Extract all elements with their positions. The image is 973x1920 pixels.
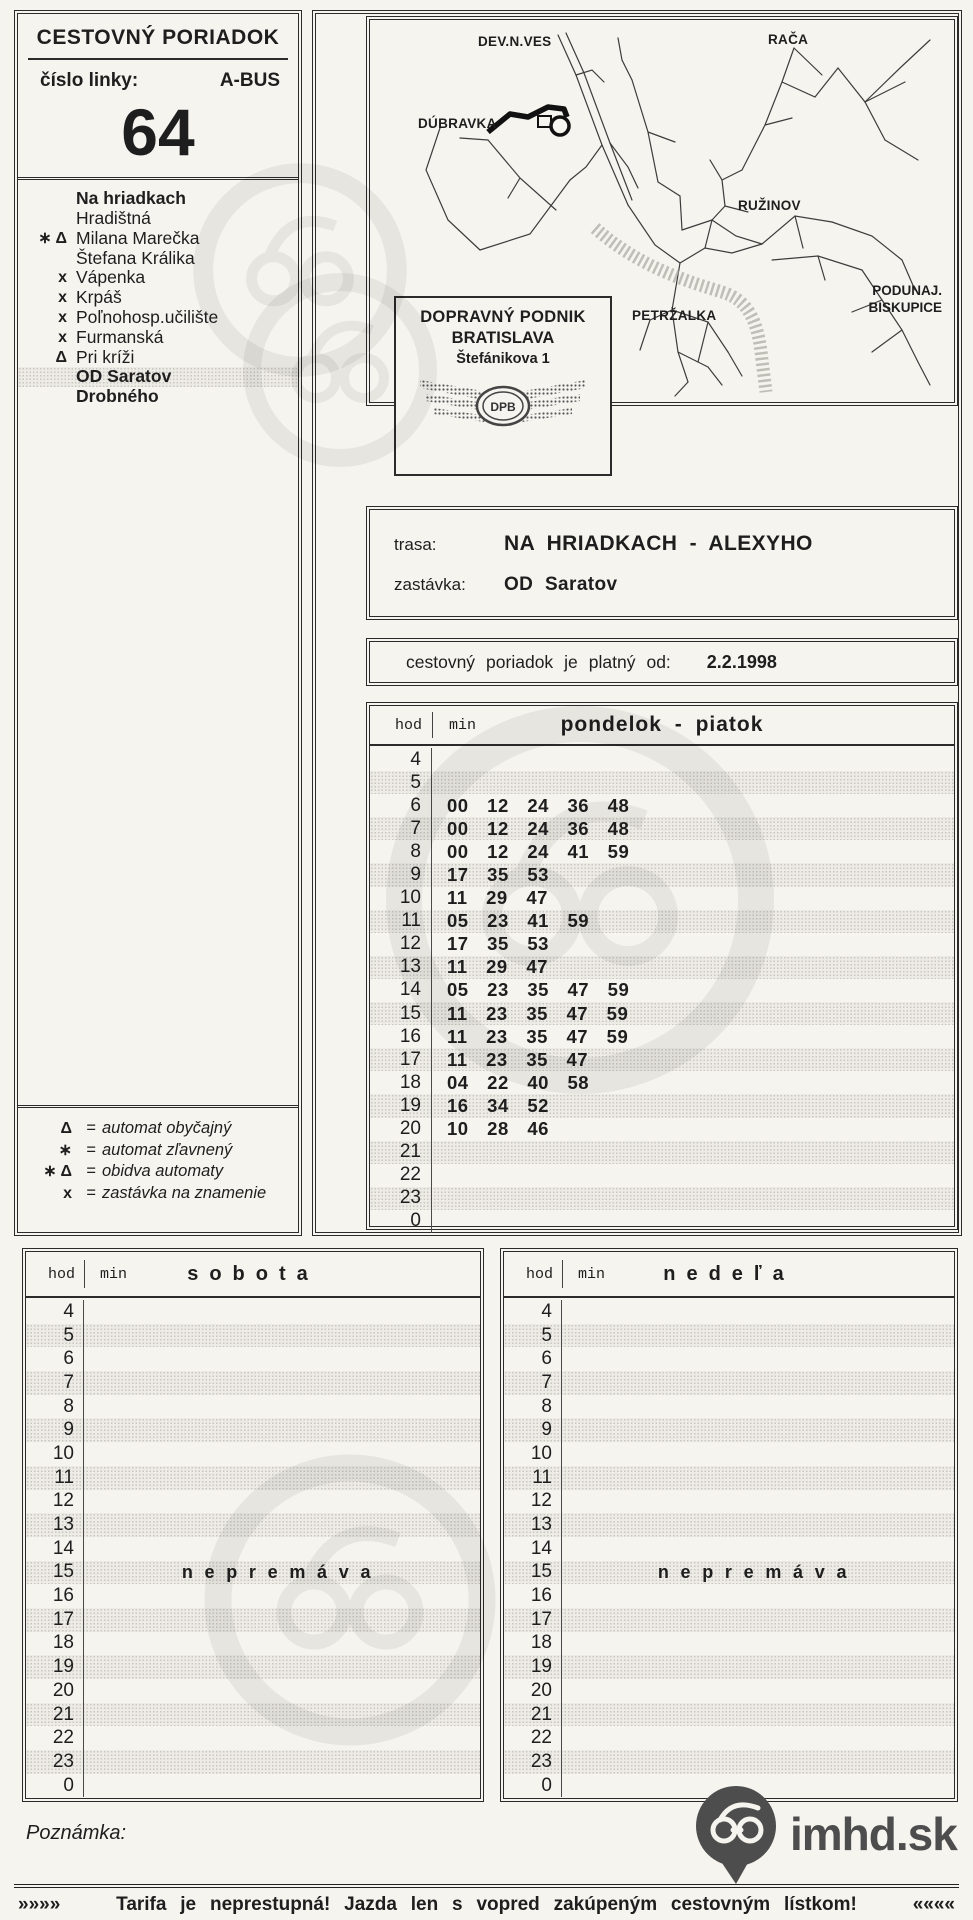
timetable-row [370, 887, 954, 910]
hour-cell: 10 [504, 1442, 562, 1466]
map-label-devnves: DEV.N.VES [478, 34, 552, 49]
timetable-row [504, 1584, 954, 1608]
map-label-ruzinov: RUŽINOV [738, 198, 801, 213]
hour-cell: 23 [26, 1750, 84, 1774]
stop-row [18, 229, 298, 249]
hour-cell: 15 [504, 1561, 562, 1585]
hour-cell: 4 [504, 1300, 562, 1324]
stop-row [18, 367, 298, 387]
saturday-rows [26, 1298, 480, 1798]
timetable-row [26, 1490, 480, 1514]
hour-cell: 19 [26, 1655, 84, 1679]
hour-cell: 6 [26, 1347, 84, 1371]
map-label-podunajske-biskupice: PODUNAJ. BISKUPICE [868, 283, 942, 315]
stop-name: OD Saratov [76, 366, 172, 387]
stop-symbol: x [58, 309, 67, 327]
timetable-row [26, 1537, 480, 1561]
stop-symbol: x [58, 328, 67, 346]
timetable-row [370, 1141, 954, 1164]
stop-symbol: Δ [55, 348, 67, 366]
stop-row [18, 348, 298, 368]
legend-text: automat obyčajný [102, 1119, 232, 1137]
route-value: NA HRIADKACH - ALEXYHO [504, 532, 813, 555]
legend-symbol: ∗ Δ [43, 1163, 72, 1180]
timetable-row [26, 1750, 480, 1774]
hour-cell: 15 [370, 1002, 432, 1025]
stop-symbol: ∗ Δ [38, 229, 67, 247]
timetable-row [370, 1025, 954, 1048]
hour-cell: 14 [504, 1537, 562, 1561]
tariff-notice [0, 1894, 973, 1916]
hour-cell: 13 [504, 1513, 562, 1537]
right-column-frame [312, 10, 962, 1236]
hour-cell: 4 [370, 748, 432, 771]
timetable-row [370, 1187, 954, 1210]
validity-date: 2.2.1998 [706, 651, 777, 672]
hour-cell: 16 [370, 1025, 432, 1048]
hour-cell: 21 [370, 1141, 432, 1164]
timetable-row [504, 1561, 954, 1585]
minutes-cell: 11 23 35 47 59 [447, 1002, 629, 1024]
timetable-row [26, 1774, 480, 1798]
minutes-cell: 11 23 35 47 [447, 1048, 589, 1070]
timetable-row [504, 1513, 954, 1537]
minutes-cell: 04 22 40 58 [447, 1071, 590, 1093]
hour-cell: 13 [26, 1513, 84, 1537]
hour-cell: 19 [370, 1094, 432, 1117]
stop-name: Štefana Králika [76, 247, 195, 268]
timetable-row [504, 1371, 954, 1395]
weekday-rows [370, 746, 954, 1233]
hour-cell: 12 [370, 933, 432, 956]
hour-cell: 6 [370, 794, 432, 817]
stop-name: Na hriadkach [76, 188, 186, 209]
stop-symbol: x [58, 289, 67, 307]
stop-row [18, 328, 298, 348]
imhd-logo-text: imhd.sk [790, 1808, 957, 1860]
no-service-note: nepremáva [181, 1561, 383, 1582]
tariff-arrows-right: «««« [912, 1894, 955, 1915]
minutes-cell: 05 23 35 47 59 [447, 979, 630, 1001]
hour-cell: 7 [26, 1371, 84, 1395]
hour-cell: 17 [370, 1048, 432, 1071]
timetable-row [26, 1726, 480, 1750]
company-name: DOPRAVNÝ PODNIK [420, 308, 586, 326]
minutes-cell: 17 35 53 [447, 933, 549, 955]
stop-name: Vápenka [76, 267, 146, 288]
hour-cell: 16 [26, 1584, 84, 1608]
hour-cell: 19 [504, 1655, 562, 1679]
hour-cell: 0 [26, 1774, 84, 1798]
line-number: 64 [121, 95, 195, 169]
legend-row [24, 1140, 288, 1162]
minutes-cell: 10 28 46 [447, 1118, 549, 1140]
timetable-row [504, 1418, 954, 1442]
hour-cell: 8 [26, 1395, 84, 1419]
legend-row [24, 1183, 288, 1205]
hour-cell: 20 [26, 1679, 84, 1703]
hod-header: hod [394, 716, 422, 734]
map-label-petrzalka: PETRŽALKA [632, 308, 717, 323]
weekday-timetable [366, 702, 958, 1230]
stop-row [18, 189, 298, 209]
timetable-row [504, 1324, 954, 1348]
timetable-row [26, 1561, 480, 1585]
company-city: BRATISLAVA [451, 329, 555, 347]
legend-symbol: x [63, 1184, 72, 1202]
hour-cell: 11 [26, 1466, 84, 1490]
hour-cell: 5 [504, 1324, 562, 1348]
timetable-row [26, 1584, 480, 1608]
line-number-label: číslo linky: [40, 70, 139, 91]
hour-cell: 0 [370, 1210, 432, 1233]
validity-box [366, 638, 958, 686]
hour-cell: 20 [504, 1679, 562, 1703]
timetable-row [26, 1655, 480, 1679]
timetable-row [504, 1655, 954, 1679]
minutes-cell: 11 29 47 [447, 887, 548, 909]
hour-cell: 17 [26, 1608, 84, 1632]
map-label-dubravka: DÚBRAVKA [418, 116, 497, 131]
timetable-row [26, 1679, 480, 1703]
timetable-row [26, 1703, 480, 1727]
minutes-cell: 05 23 41 59 [447, 910, 590, 932]
symbol-legend [18, 1105, 298, 1232]
timetable-row [26, 1442, 480, 1466]
legend-row [24, 1161, 288, 1183]
hour-cell: 22 [370, 1164, 432, 1187]
hour-cell: 20 [370, 1118, 432, 1141]
route-64-highlight [488, 107, 569, 135]
no-service-note: nepremáva [657, 1561, 859, 1582]
hour-cell: 23 [370, 1187, 432, 1210]
weekday-day-label: pondelok - piatok [560, 713, 764, 736]
hour-cell: 22 [26, 1726, 84, 1750]
timetable-row [504, 1300, 954, 1324]
timetable-row [504, 1703, 954, 1727]
saturday-day-label: sobota [187, 1262, 319, 1285]
hour-cell: 10 [370, 887, 432, 910]
stop-name: Krpáš [76, 287, 122, 308]
timetable-row [504, 1537, 954, 1561]
tariff-arrows-left: »»»» [18, 1894, 61, 1915]
hour-cell: 9 [370, 863, 432, 886]
hour-cell: 5 [26, 1324, 84, 1348]
timetable-row [370, 1118, 954, 1141]
stop-row [18, 387, 298, 407]
tariff-text: Tarifa je neprestupná! Jazda len s vopred zakúpeným cestovným lístkom! [116, 1894, 857, 1915]
hour-cell: 21 [504, 1703, 562, 1727]
saturday-timetable [22, 1248, 484, 1802]
line-info-panel [14, 10, 302, 1236]
stop-list [18, 177, 298, 413]
hour-cell: 6 [504, 1347, 562, 1371]
hour-cell: 22 [504, 1726, 562, 1750]
hour-cell: 11 [504, 1466, 562, 1490]
timetable-row [26, 1608, 480, 1632]
timetable-row [26, 1300, 480, 1324]
legend-equals: = [86, 1162, 96, 1180]
minutes-cell: 11 23 35 47 59 [447, 1025, 629, 1047]
timetable-row [370, 840, 954, 863]
hour-cell: 8 [370, 840, 432, 863]
timetable-row [26, 1324, 480, 1348]
dpb-winged-logo [418, 376, 588, 440]
hour-cell: 14 [370, 979, 432, 1002]
hour-cell: 15 [26, 1561, 84, 1585]
hour-cell: 0 [504, 1774, 562, 1798]
hour-cell: 4 [26, 1300, 84, 1324]
route-info-box [366, 506, 958, 620]
minutes-cell: 00 12 24 36 48 [447, 817, 630, 839]
stop-row [18, 209, 298, 229]
stop-symbol: x [58, 269, 67, 287]
hour-cell: 7 [370, 817, 432, 840]
legend-equals: = [86, 1119, 96, 1137]
sunday-timetable-header [504, 1252, 954, 1298]
hour-cell: 12 [26, 1490, 84, 1514]
saturday-timetable-header [26, 1252, 480, 1298]
sunday-rows [504, 1298, 954, 1798]
timetable-row [504, 1632, 954, 1656]
timetable-row [370, 1164, 954, 1187]
timetable-row [26, 1371, 480, 1395]
timetable-row [370, 771, 954, 794]
timetable-row [370, 794, 954, 817]
hour-cell: 13 [370, 956, 432, 979]
legend-text: automat zľavnený [102, 1140, 233, 1159]
hour-cell: 11 [370, 910, 432, 933]
map-label-raca: RAČA [768, 32, 809, 47]
legend-row [24, 1118, 288, 1140]
stop-name: Drobného [76, 386, 159, 407]
timetable-row [504, 1608, 954, 1632]
timetable-row [370, 1002, 954, 1025]
timetable-row [26, 1347, 480, 1371]
imhd-logo [688, 1782, 957, 1886]
timetable-row [504, 1466, 954, 1490]
hour-cell: 14 [26, 1537, 84, 1561]
timetable-row [26, 1632, 480, 1656]
minutes-cell: 17 35 53 [447, 864, 549, 886]
timetable-row [370, 1210, 954, 1233]
timetable-row [504, 1750, 954, 1774]
route-terminus-marker [551, 117, 569, 135]
stop-row [18, 268, 298, 288]
minutes-cell: 16 34 52 [447, 1094, 549, 1116]
stop-name: Poľnohosp.učilište [76, 307, 219, 328]
stop-label: zastávka: [394, 575, 466, 594]
route-label: trasa: [394, 535, 437, 554]
timetable-row [504, 1395, 954, 1419]
line-type: A-BUS [219, 70, 280, 91]
min-header: min [578, 1265, 606, 1283]
timetable-row [370, 910, 954, 933]
validity-label: cestovný poriadok je platný od: [406, 651, 671, 672]
hod-header: hod [47, 1265, 75, 1283]
hour-cell: 9 [26, 1418, 84, 1442]
timetable-row [504, 1679, 954, 1703]
legend-text: zastávka na znamenie [102, 1183, 267, 1202]
timetable-row [370, 1048, 954, 1071]
min-header: min [449, 716, 477, 734]
sunday-timetable [500, 1248, 958, 1802]
hour-cell: 17 [504, 1608, 562, 1632]
timetable-row [504, 1726, 954, 1750]
hod-header: hod [525, 1265, 553, 1283]
legend-symbol: ∗ [58, 1141, 72, 1159]
stop-row [18, 308, 298, 328]
timetable-row [370, 817, 954, 840]
stop-value: OD Saratov [504, 574, 618, 595]
sheet-title: CESTOVNÝ PORIADOK [36, 26, 280, 49]
imhd-pin-icon [688, 1782, 784, 1886]
hour-cell: 18 [26, 1632, 84, 1656]
timetable-row [370, 1071, 954, 1094]
note-label: Poznámka: [26, 1822, 127, 1844]
minutes-cell: 00 12 24 41 59 [447, 840, 630, 862]
legend-equals: = [86, 1183, 96, 1202]
hour-cell: 9 [504, 1418, 562, 1442]
hour-cell: 5 [370, 771, 432, 794]
company-address: Štefánikova 1 [456, 351, 550, 367]
timetable-row [26, 1395, 480, 1419]
hour-cell: 18 [370, 1071, 432, 1094]
minutes-cell: 00 12 24 36 48 [447, 794, 630, 816]
hour-cell: 10 [26, 1442, 84, 1466]
hour-cell: 18 [504, 1632, 562, 1656]
hour-cell: 8 [504, 1395, 562, 1419]
timetable-row [370, 863, 954, 886]
timetable-row [26, 1466, 480, 1490]
timetable-row [370, 748, 954, 771]
timetable-row [370, 933, 954, 956]
timetable-row [504, 1442, 954, 1466]
timetable-row [370, 956, 954, 979]
timetable-row [504, 1347, 954, 1371]
footer-divider [14, 1884, 959, 1888]
stop-name: Hradištná [76, 208, 151, 229]
minutes-cell: 11 29 47 [447, 956, 548, 978]
hour-cell: 7 [504, 1371, 562, 1395]
stop-name: Milana Marečka [76, 227, 200, 248]
legend-equals: = [86, 1140, 96, 1159]
hour-cell: 16 [504, 1584, 562, 1608]
timetable-row [370, 1094, 954, 1117]
stop-name: Pri kríži [76, 346, 135, 367]
dpb-logo-text: DPB [490, 400, 516, 414]
hour-cell: 21 [26, 1703, 84, 1727]
timetable-row [370, 979, 954, 1002]
legend-symbol: Δ [60, 1120, 72, 1137]
weekday-timetable-header [370, 706, 954, 746]
legend-text: obidva automaty [102, 1162, 224, 1180]
stop-row [18, 288, 298, 308]
hour-cell: 23 [504, 1750, 562, 1774]
sunday-day-label: nedeľa [663, 1262, 795, 1285]
timetable-row [26, 1418, 480, 1442]
min-header: min [100, 1265, 128, 1283]
company-box [394, 296, 612, 476]
timetable-row [504, 1490, 954, 1514]
timetable-row [26, 1513, 480, 1537]
stop-row [18, 249, 298, 269]
stop-name: Furmanská [76, 326, 164, 347]
hour-cell: 12 [504, 1490, 562, 1514]
